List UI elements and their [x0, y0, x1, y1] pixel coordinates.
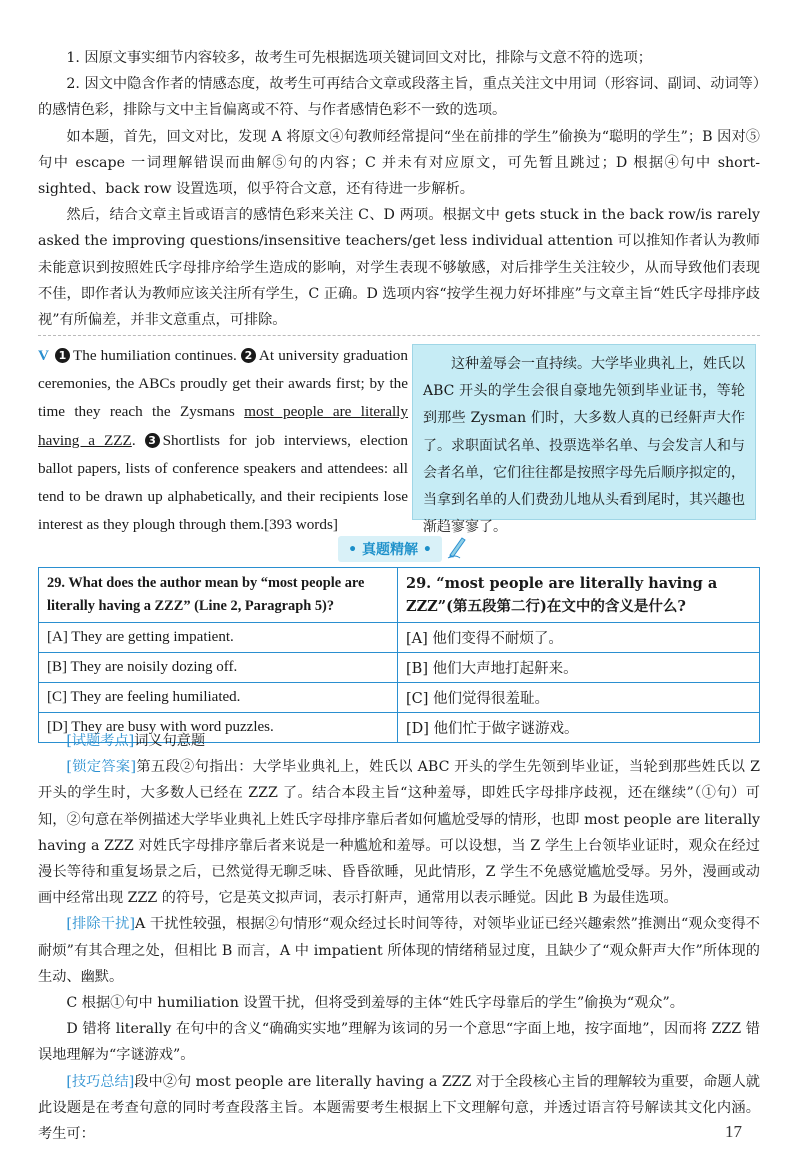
option-a-en: [A] They are getting impatient.: [39, 623, 398, 653]
sentence-2c: .: [131, 431, 136, 449]
option-b-en: [B] They are noisily dozing off.: [39, 653, 398, 683]
tip-conclusion: 然后，结合文章主旨或语言的感情色彩来关注 C、D 两项。根据文中 gets stuck in the back row/is rarely asked the improving questions/insensitive teachers/get less individual attention 可以推知作者认为教师未能意识到按照姓氏字母排序给学生造成的影响，对学生表现不够敏感，对后排学生关注较少，从而导致他们表现不佳，即作者认为教师应该关注所有学生，C 正确。D 选项内容“按学生视力好坏排座”与文章主旨“姓氏字母排序歧视”有所偏差，并非文意重点，可排除。: [38, 207, 760, 329]
option-b-zh: [B] 他们大声地打起鼾来。: [398, 653, 760, 683]
exam-point-text: 词义句意题: [134, 733, 206, 749]
passage-paragraph: [38, 342, 408, 539]
option-row: [39, 623, 760, 653]
option-a-zh: [A] 他们变得不耐烦了。: [398, 623, 760, 653]
analysis-answer: [38, 754, 760, 911]
option-row: [39, 683, 760, 713]
analysis-distractor-d: D 错将 literally 在句中的含义“确确实实地”理解为该词的另一个意思“字面上地，按字面地”，因而将 ZZZ 错误地理解为“字谜游戏”。: [38, 1021, 760, 1064]
option-c-en: [C] They are feeling humiliated.: [39, 683, 398, 713]
skills-text: 段中②句 most people are literally having a ZZZ 对于全段核心主旨的理解较为重要，命题人就此设题是在考查句意的同时考查段落主旨。本题需要考生根据上下文理解句意，并透过语言符号解读其文化内涵。考生可：: [38, 1073, 760, 1143]
analysis-point: [38, 728, 760, 754]
page-number: 17: [725, 1122, 742, 1141]
option-row: [39, 653, 760, 683]
section-heading-label: • 真题精解 •: [338, 536, 442, 562]
pen-icon: [446, 535, 468, 563]
sentence-1: The humiliation continues.: [72, 347, 237, 364]
paragraph-label: V: [38, 347, 49, 364]
tag-exam-point: [试题考点]: [66, 733, 135, 749]
sentence-number-2: 2: [241, 348, 256, 363]
analysis-section: [38, 728, 760, 1147]
option-c-zh: [C] 他们觉得很羞耻。: [398, 683, 760, 713]
question-stem-en: 29. What does the author mean by “most people are literally having a ZZZ” (Line 2, Paragraph 5)?: [39, 568, 398, 623]
sentence-number-1: 1: [55, 348, 70, 363]
word-count: [393 words]: [264, 516, 338, 534]
tip-2: 2. 因文中隐含作者的情感态度，故考生可再结合文章或段落主旨，重点关注文中用词（形容词、副词、动词等）的感情色彩，排除与文中主旨偏离或不符、与作者感情色彩不一致的选项。: [38, 76, 760, 119]
question-stem-row: [39, 568, 760, 623]
analysis-distractor-a: [38, 911, 760, 990]
sentence-number-3: 3: [145, 433, 160, 448]
analysis-distractor-c: C 根据①句中 humiliation 设置干扰，但将受到羞辱的主体“姓氏字母靠后的学生”偷换为“观众”。: [66, 995, 684, 1012]
option-d-en: [D] They are busy with word puzzles.: [39, 713, 398, 743]
lock-answer-text: 第五段②句指出：大学毕业典礼上，姓氏以 ABC 开头的学生先领到毕业证，当轮到那些姓氏以 Z 开头的学生时，大多数人已经在 ZZZ 了。结合本段主旨“这种羞辱，即姓氏字母排序歧视，还在继续”（①句）可知，②句意在举例描述大学毕业典礼上姓氏字母排序靠后者如何尴尬受辱的情形，也即 most people are literally having a ZZZ 对姓氏字母排序靠后者来说是一种尴尬和羞辱。可以设想，当 Z 学生上台领毕业证时，观众在经过漫长等待和重复场景之后，已然觉得无聊乏味、昏昏欲睡，见此情形，Z 学生不免感觉尴尬受辱。另外，漫画或动画中经常出现 ZZZ 的符号，它是英文拟声词，表示打鼾声，通常用以表示睡觉。因此 B 为最佳选项。: [38, 759, 760, 907]
tag-skills: [技巧总结]: [66, 1073, 135, 1090]
translation-box: 这种羞辱会一直持续。大学毕业典礼上，姓氏以 ABC 开头的学生会很自豪地先领到毕业证书，等轮到那些 Zysman 们时，大多数人真的已经鼾声大作了。求职面试名单、投票选举名单、与会发言人和与会者名单，它们往往都是按照字母先后顺序拟定的，当拿到名单的人们费劲儿地从头看到尾时，其兴趣也渐趋寥寥了。: [412, 344, 756, 520]
sentence-2-underlined: most people are literally having a ZZZ: [38, 403, 408, 449]
dashed-divider: [38, 335, 760, 336]
sentence-2a: At university graduation ceremonies, the ABCs proudly get their awards first; by the time they reach the Zysmans: [38, 347, 408, 421]
tag-exclude: [排除干扰]: [66, 916, 135, 933]
question-table: [38, 567, 760, 743]
question-stem-zh: 29. “most people are literally having a ZZZ”(第五段第二行)在文中的含义是什么?: [398, 568, 760, 623]
option-d-zh: [D] 他们忙于做字谜游戏。: [398, 713, 760, 743]
tips-section: [38, 45, 760, 333]
tag-lock-answer: [锁定答案]: [66, 759, 137, 776]
exclude-a-text: A 干扰性较强，根据②句情形“观众经过长时间等待，对领毕业证已经兴趣索然”推测出“观众变得不耐烦”有其合理之处，但相比 B 而言，A 中 impatient 所体现的情绪稍显过度，且缺少了“观众鼾声大作”所体现的生动、幽默。: [38, 916, 760, 985]
sentence-3: Shortlists for job interviews, election ballot papers, lists of conference speakers and attendees: all tend to be drawn up alphabetically, and their recipients lose interest as they plough through them.: [38, 431, 408, 534]
tip-example: 如本题，首先，回文对比，发现 A 将原文④句教师经常提问“坐在前排的学生”偷换为“聪明的学生”；B 因对⑤句中 escape 一词理解错误而曲解⑤句的内容；C 并未有对应原文，可先暂且跳过；D 根据④句中 short-sighted、back row 设置选项，似乎符合文意，还有待进一步解析。: [38, 128, 760, 198]
analysis-skills: [38, 1069, 760, 1148]
tip-1: 1. 因原文事实细节内容较多，故考生可先根据选项关键词回文对比，排除与文意不符的选项；: [66, 50, 652, 66]
section-heading: [318, 535, 488, 563]
